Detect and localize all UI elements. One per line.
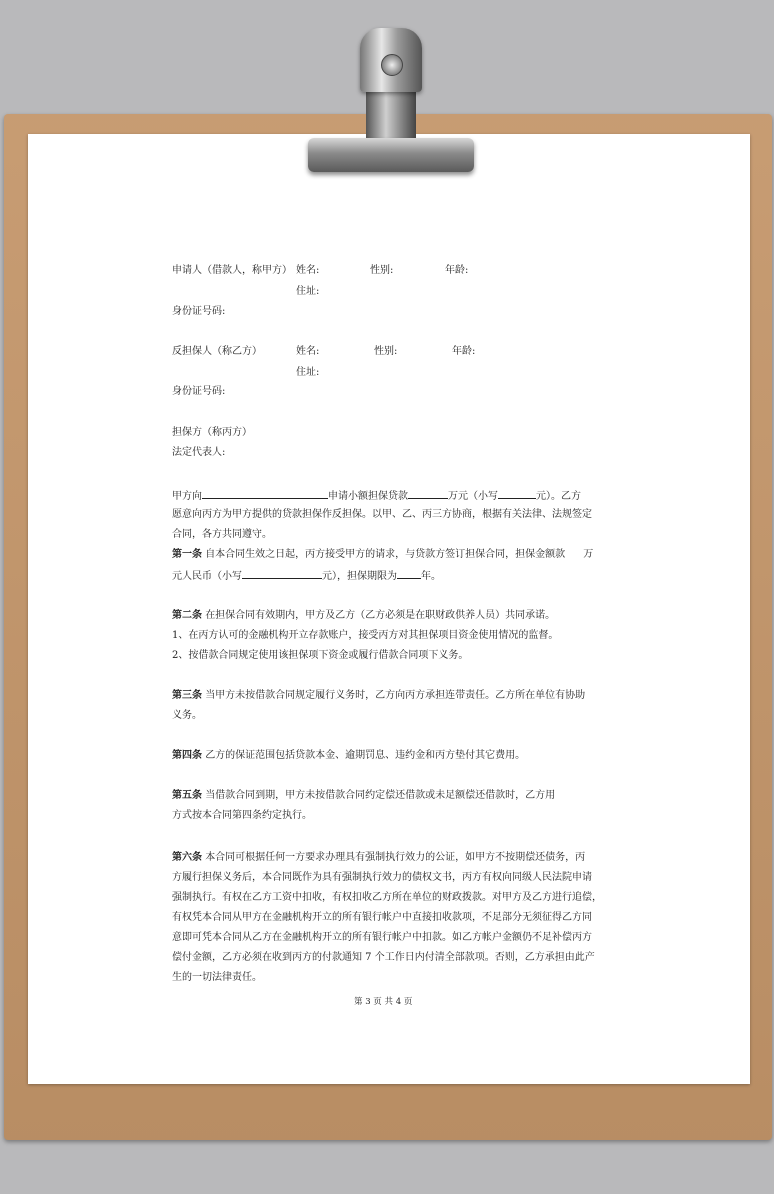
counter-guarantor-address: 住址: (296, 367, 320, 378)
article-6-line-5: 意即可凭本合同从乙方在金融机构开立的所有银行帐户中扣款。如乙方帐户金额仍不足补偿丙方 (172, 932, 592, 943)
intro-line-1: 甲方向 申请小额担保贷款 万元（小写 元）。乙方 (172, 488, 581, 503)
article-6-line-2: 方履行担保义务后，本合同既作为具有强制执行效力的债权文书，丙方有权向同级人民法院申请 (172, 872, 592, 883)
counter-guarantor-age: 年龄: (452, 346, 476, 357)
term-blank (397, 568, 421, 579)
article-6-line-3: 强制执行。有权在乙方工资中扣收，有权扣收乙方所在单位的财政拨款。对甲方及乙方进行追偿， (172, 892, 602, 903)
article-5-line-2: 方式按本合同第四条约定执行。 (172, 810, 312, 821)
applicant-id: 身份证号码: (172, 306, 226, 317)
article-4-title: 第四条 (172, 750, 202, 761)
article-5-title: 第五条 (172, 790, 202, 801)
article-5-line-1: 第五条 当借款合同到期，甲方未按借款合同约定偿还借款或未足额偿还借款时，乙方用 (172, 790, 556, 801)
applicant-age: 年龄: (445, 265, 469, 276)
article-3-line-2: 义务。 (172, 710, 202, 721)
page-number: 第 3 页 共 4 页 (354, 997, 413, 1007)
article-6-title: 第六条 (172, 852, 202, 863)
amount-small-blank (498, 488, 536, 499)
article-1-title: 第一条 (172, 549, 202, 560)
applicant-name: 姓名: (296, 265, 320, 276)
intro-line-2: 愿意向丙方为甲方提供的贷款担保作反担保。以甲、乙、丙三方协商，根据有关法律、法规签定 (172, 509, 592, 520)
article-2-item-2: 2、按借款合同规定使用该担保项下资金或履行借款合同项下义务。 (172, 650, 469, 661)
article-6-line-4: 有权凭本合同从甲方在金融机构开立的所有银行帐户中直接扣收款项，不足部分无须征得乙方同 (172, 912, 592, 923)
counter-guarantor-gender: 性别: (374, 346, 398, 357)
counter-guarantor-name: 姓名: (296, 346, 320, 357)
article-2-title: 第二条 (172, 610, 202, 621)
article-6-line-6: 偿付金额，乙方必须在收到丙方的付款通知 7 个工作日内付清全部款项。否则，乙方承担由此产 (172, 952, 595, 963)
article-4-line-1: 第四条 乙方的保证范围包括贷款本金、逾期罚息、违约金和丙方垫付其它费用。 (172, 750, 526, 761)
article-3-line-1: 第三条 当甲方未按借款合同规定履行义务时，乙方向丙方承担连带责任。乙方所在单位有协助 (172, 690, 586, 701)
applicant-address: 住址: (296, 286, 320, 297)
clip-hole (381, 54, 403, 76)
guarantor-legal-rep: 法定代表人: (172, 447, 226, 458)
counter-guarantor-label: 反担保人（称乙方） (172, 346, 262, 357)
clip-neck (366, 90, 416, 142)
article-6-line-7: 生的一切法律责任。 (172, 972, 262, 983)
article-6-line-1: 第六条 本合同可根据任何一方要求办理具有强制执行效力的公证，如甲方不按期偿还债务，丙 (172, 852, 586, 863)
article-1-line-2: 元人民币（小写 元），担保期限为 年。 (172, 568, 441, 583)
guarantee-small-blank (242, 568, 322, 579)
article-2-item-1: 1、在丙方认可的金融机构开立存款账户，接受丙方对其担保项目资金使用情况的监督。 (172, 630, 559, 641)
article-3-title: 第三条 (172, 690, 202, 701)
intro-line-3: 合同，各方共同遵守。 (172, 529, 272, 540)
article-1-line-1: 第一条 自本合同生效之日起，丙方接受甲方的请求，与贷款方签订担保合同，担保金额款 万 (172, 549, 594, 560)
amount-blank (408, 488, 448, 499)
counter-guarantor-id: 身份证号码: (172, 386, 226, 397)
article-2-line-1: 第二条 在担保合同有效期内，甲方及乙方（乙方必须是在职财政供养人员）共同承诺。 (172, 610, 556, 621)
guarantor-label: 担保方（称丙方） (172, 427, 252, 438)
lender-blank (202, 488, 328, 499)
applicant-gender: 性别: (370, 265, 394, 276)
applicant-label: 申请人（借款人，称甲方） (172, 265, 292, 276)
clip-base (308, 138, 474, 172)
